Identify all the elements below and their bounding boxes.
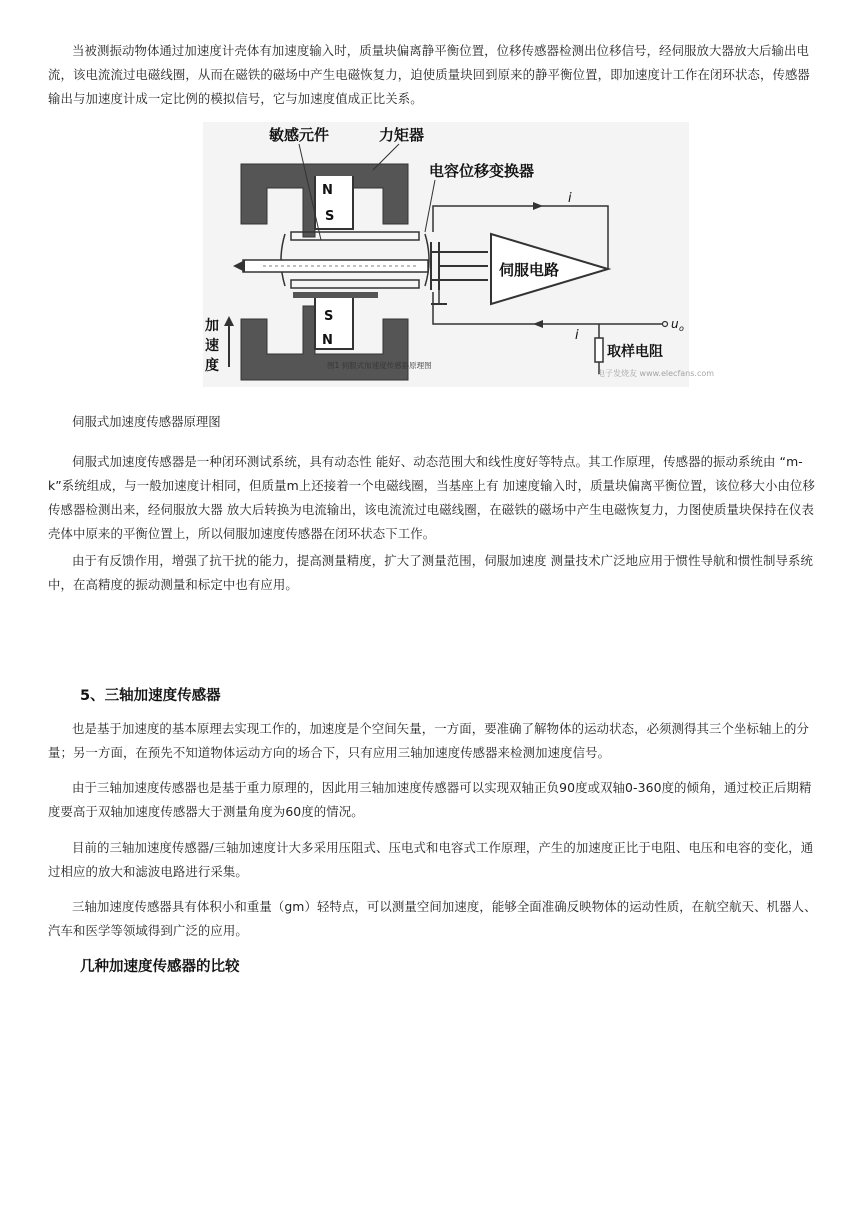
paragraph-feedback: 由于有反馈作用，增强了抗干扰的能力，提高测量精度，扩大了测量范围，伺服加速度 测量技术广泛地应用于惯性导航和惯性制导系统中，在高精度的振动测量和标定中也有应用。 xyxy=(48,553,813,592)
coil-bottom xyxy=(291,280,419,288)
label-servo: 伺服电路 xyxy=(499,261,560,279)
label-s-top: S xyxy=(325,209,335,224)
bottom-pole xyxy=(293,292,378,298)
paragraph-closed-loop-intro: 当被测振动物体通过加速度计壳体有加速度输入时，质量块偏离静平衡位置，位移传感器检测出位移信号，经伺服放大器放大后输出电流，该电流流过电磁线圈，从而在磁铁的磁场中产生电磁恢复力，迫使质量块回到原来的静平衡位置，即加速度计工作在闭环状态，传感器输出与加速度计成一定比例的模拟信号，它与加速度值成正比关系。 xyxy=(48,43,810,106)
feedback-bottom-line xyxy=(433,292,663,324)
paragraph-three-axis-tilt: 由于三轴加速度传感器也是基于重力原理的，因此用三轴加速度传感器可以实现双轴正负90度或双轴0-360度的倾角，通过校正后期精度要高于双轴加速度传感器大于测量角度为60度的情况。 xyxy=(48,780,812,819)
arrow-bottom xyxy=(533,320,543,328)
section-heading-three-axis: 5、三轴加速度传感器 xyxy=(80,688,221,704)
label-accel-2: 速 xyxy=(205,338,219,354)
label-capacitive-transducer: 电容位移变换器 xyxy=(429,162,535,180)
label-i-bottom: i xyxy=(575,328,579,343)
watermark: 电子发烧友 www.elecfans.com xyxy=(597,369,715,378)
section-heading-comparison: 几种加速度传感器的比较 xyxy=(80,959,240,975)
output-terminal xyxy=(663,322,668,327)
label-u-sub: o xyxy=(679,324,684,333)
label-torquer: 力矩器 xyxy=(379,126,425,144)
diagram-svg xyxy=(203,122,715,387)
accel-arrow-head xyxy=(224,316,234,326)
label-u: u xyxy=(671,317,679,331)
paragraph-three-axis-applications: 三轴加速度传感器具有体积小和重量（gm）轻特点，可以测量空间加速度，能够全面准确反映物体的运动性质，在航空航天、机器人、汽车和医学等领域得到广泛的应用。 xyxy=(48,899,817,938)
bottom-magnet xyxy=(315,294,353,349)
figure-caption: 伺服式加速度传感器原理图 xyxy=(72,414,221,429)
beam-pivot xyxy=(233,260,245,272)
label-sensing-element: 敏感元件 xyxy=(269,126,330,144)
servo-accelerometer-diagram xyxy=(203,122,715,387)
paragraph-servo-principle: 伺服式加速度传感器是一种闭环测试系统，具有动态性 能好、动态范围大和线性度好等特点。其工作原理，传感器的振动系统由 “m-k”系统组成，与一般加速度计相同，但质量m上还接着一个电磁线圈，当基座上有 加速度输入时，质量块偏离平衡位置，该位移大小由位移传感器检测出来，经伺服放大器 放大后转换为电流输出，该电流流过电磁线圈，在磁铁的磁场中产生电磁恢复力，力图使质量块保持在仪表壳体中原来的平衡位置上，所以伺服加速度传感器在闭环状态下工作。 xyxy=(48,454,815,541)
figure-inner-caption: 图1 伺服式加速度传感器原理图 xyxy=(327,361,432,370)
label-n-top: N xyxy=(322,183,333,198)
sampling-resistor xyxy=(595,338,603,362)
label-i-top: i xyxy=(568,191,572,206)
paragraph-three-axis-basis: 也是基于加速度的基本原理去实现工作的，加速度是个空间矢量，一方面，要准确了解物体的运动状态，必须测得其三个坐标轴上的分量；另一方面，在预先不知道物体运动方向的场合下，只有应用三轴加速度传感器来检测加速度信号。 xyxy=(48,721,809,760)
label-accel-1: 加 xyxy=(205,318,219,334)
label-accel-3: 度 xyxy=(205,358,219,374)
label-sampling-resistor: 取样电阻 xyxy=(607,344,663,360)
paragraph-three-axis-principles: 目前的三轴加速度传感器/三轴加速度计大多采用压阻式、压电式和电容式工作原理，产生的加速度正比于电阻、电压和电容的变化，通过相应的放大和滤波电路进行采集。 xyxy=(48,840,814,879)
label-n-bottom: N xyxy=(322,333,333,348)
arrow-top xyxy=(533,202,543,210)
label-s-bottom: S xyxy=(324,309,334,324)
